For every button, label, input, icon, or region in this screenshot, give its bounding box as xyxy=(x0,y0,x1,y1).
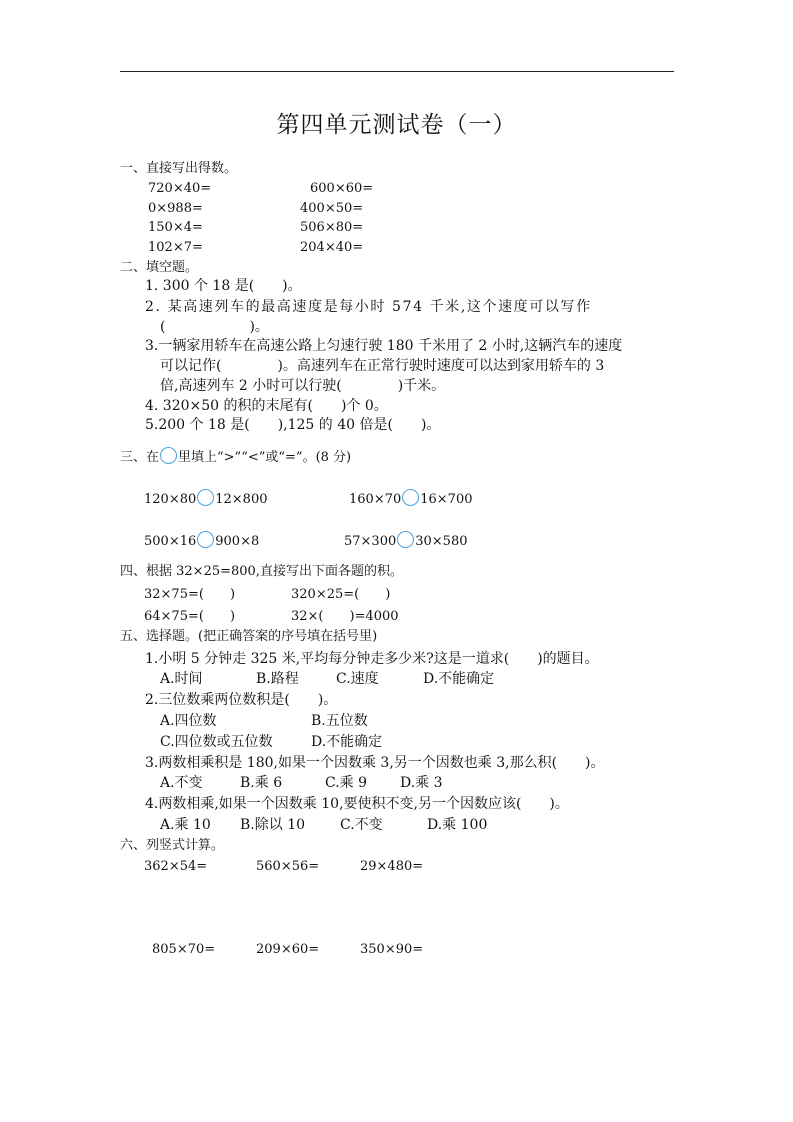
compare-left: 160×70 xyxy=(349,492,402,507)
fill-question-3b: 可以记作( )。高速列车在正常行驶时速度可以达到家用轿车的 3 xyxy=(160,358,605,374)
vertical-calc-item: 560×56= xyxy=(256,859,320,874)
choice-option: C.速度 xyxy=(336,671,379,687)
fill-question-5: 5.200 个 18 是( ),125 的 40 倍是( )。 xyxy=(145,417,441,433)
section-1-heading: 一、直接写出得数。 xyxy=(120,161,238,176)
compare-item xyxy=(349,489,473,509)
choice-option: B.五位数 xyxy=(311,713,368,729)
choice-option: A.时间 xyxy=(160,671,203,687)
section-2-heading: 二、填空题。 xyxy=(120,260,199,275)
fill-question-2b: ( )。 xyxy=(160,319,269,335)
vertical-calc-item: 29×480= xyxy=(360,859,424,874)
calc-item: 102×7= xyxy=(148,240,203,255)
compare-item xyxy=(144,489,268,509)
calc-item: 600×60= xyxy=(310,181,374,196)
compare-circle-icon[interactable] xyxy=(197,531,214,548)
choice-option: B.路程 xyxy=(256,671,299,687)
calc-item: 150×4= xyxy=(148,220,203,235)
choice-option: A.不变 xyxy=(160,775,203,791)
fill-question-3c: 倍,高速列车 2 小时可以行驶( )千米。 xyxy=(160,378,446,394)
choice-option: A.四位数 xyxy=(160,713,217,729)
choice-option: D.不能确定 xyxy=(311,734,383,750)
vertical-calc-item: 350×90= xyxy=(360,942,424,957)
compare-left: 500×16 xyxy=(144,534,197,549)
calc-item: 204×40= xyxy=(300,240,364,255)
section-3-heading-part: 里填上“>”“<”或“=”。(8 分) xyxy=(178,450,352,465)
section-3-heading-part: 三、在 xyxy=(120,450,160,465)
choice-option: D.乘 3 xyxy=(400,775,443,791)
section-6-heading: 六、列竖式计算。 xyxy=(120,838,225,853)
vertical-calc-item: 209×60= xyxy=(256,942,320,957)
calc-item: 506×80= xyxy=(300,220,364,235)
choice-question-1: 1.小明 5 分钟走 325 米,平均每分钟走多少米?这是一道求( )的题目。 xyxy=(145,651,599,667)
compare-circle-icon[interactable] xyxy=(402,489,419,506)
compare-item xyxy=(344,531,468,551)
choice-question-3: 3.两数相乘积是 180,如果一个因数乘 3,另一个因数也乘 3,那么积( )。 xyxy=(145,755,605,771)
page-title: 第四单元测试卷（一） xyxy=(276,112,517,138)
fill-question-4: 4. 320×50 的积的末尾有( )个 0。 xyxy=(145,398,388,414)
fill-question-3a: 3.一辆家用轿车在高速公路上匀速行驶 180 千米用了 2 小时,这辆汽车的速度 xyxy=(145,338,623,354)
vertical-calc-item: 362×54= xyxy=(144,859,208,874)
choice-option: B.乘 6 xyxy=(240,775,283,791)
choice-option: A.乘 10 xyxy=(160,817,211,833)
compare-right: 30×580 xyxy=(415,534,468,549)
compare-right: 16×700 xyxy=(420,492,473,507)
product-item: 32×75=( ) xyxy=(144,587,236,602)
section-4-heading: 四、根据 32×25=800,直接写出下面各题的积。 xyxy=(120,564,403,579)
choice-question-4: 4.两数相乘,如果一个因数乘 10,要使积不变,另一个因数应该( )。 xyxy=(145,796,569,812)
product-item: 64×75=( ) xyxy=(144,609,236,624)
compare-left: 120×80 xyxy=(144,492,197,507)
choice-question-2: 2.三位数乘两位数积是( )。 xyxy=(145,692,338,708)
compare-left: 57×300 xyxy=(344,534,397,549)
choice-option: D.乘 100 xyxy=(427,817,488,833)
top-rule xyxy=(120,71,674,72)
choice-option: C.四位数或五位数 xyxy=(160,734,273,750)
section-5-heading: 五、选择题。(把正确答案的序号填在括号里) xyxy=(120,629,378,644)
calc-item: 720×40= xyxy=(148,181,212,196)
calc-item: 400×50= xyxy=(300,201,364,216)
compare-right: 900×8 xyxy=(215,534,260,549)
fill-question-2a: 2. 某高速列车的最高速度是每小时 574 千米,这个速度可以写作 xyxy=(145,299,592,315)
compare-item xyxy=(144,531,259,551)
section-3-heading xyxy=(120,447,351,467)
compare-circle-icon xyxy=(160,447,177,464)
compare-circle-icon[interactable] xyxy=(197,489,214,506)
product-item: 320×25=( ) xyxy=(291,587,391,602)
calc-item: 0×988= xyxy=(148,201,203,216)
compare-circle-icon[interactable] xyxy=(397,531,414,548)
choice-option: D.不能确定 xyxy=(423,671,495,687)
choice-option: C.不变 xyxy=(340,817,383,833)
compare-right: 12×800 xyxy=(215,492,268,507)
product-item: 32×( )=4000 xyxy=(291,609,399,624)
choice-option: C.乘 9 xyxy=(325,775,368,791)
vertical-calc-item: 805×70= xyxy=(152,942,216,957)
fill-question-1: 1. 300 个 18 是( )。 xyxy=(145,278,302,294)
choice-option: B.除以 10 xyxy=(240,817,306,833)
